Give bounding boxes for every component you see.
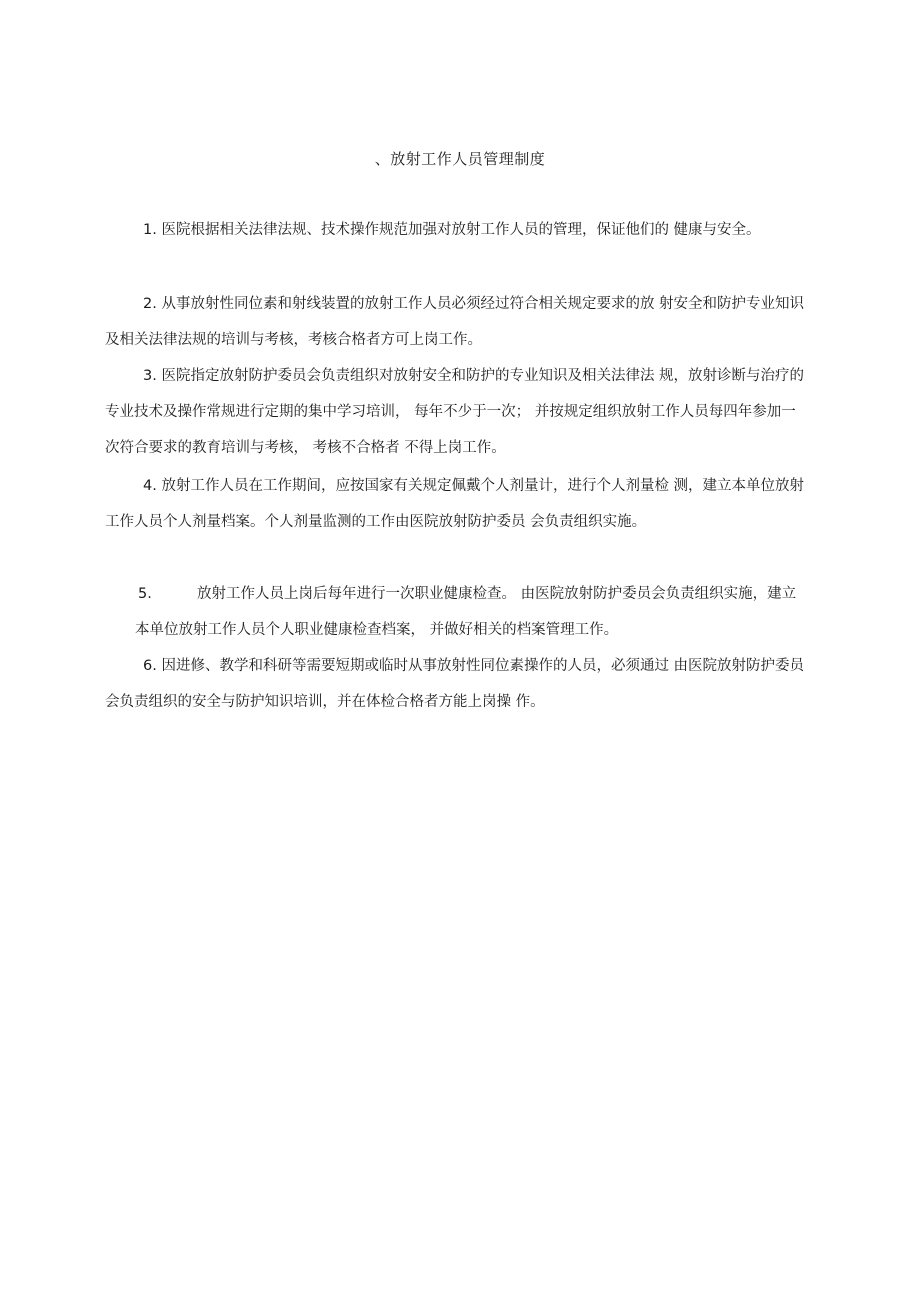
document-title: 、放射工作人员管理制度 [374, 150, 546, 168]
paragraph-6: 6. 因进修、教学和科研等需要短期或临时从事放射性同位素操作的人员，必须通过 由医院放射防护委员会负责组织的安全与防护知识培训，并在体检合格者方能上岗操 作。 [105, 658, 805, 710]
paragraph-5-text: 放射工作人员上岗后每年进行一次职业健康检查。 由医院放射防护委员会负责组织实施，建立本单位放射工作人员个人职业健康检查档案， 并做好相关的档案管理工作。 [135, 586, 797, 638]
paragraph-3: 3. 医院指定放射防护委员会负责组织对放射安全和防护的专业知识及相关法律法 规，放射诊断与治疗的专业技术及操作常规进行定期的集中学习培训， 每年不少于一次； 并按规定组织放射工作人员每四年参加一次符合要求的教育培训与考核， 考核不合格者 不得上岗工作。 [105, 368, 805, 456]
paragraph-4: 4. 放射工作人员在工作期间，应按国家有关规定佩戴个人剂量计，进行个人剂量检 测，建立本单位放射工作人员个人剂量档案。个人剂量监测的工作由医院放射防护委员 会负责组织实施。 [105, 478, 805, 530]
paragraph-1: 1. 医院根据相关法律法规、技术操作规范加强对放射工作人员的管理，保证他们的 健康与安全。 [143, 222, 761, 238]
paragraph-2: 2. 从事放射性同位素和射线装置的放射工作人员必须经过符合相关规定要求的放 射安全和防护专业知识及相关法律法规的培训与考核，考核合格者方可上岗工作。 [105, 296, 805, 348]
paragraph-5 [135, 576, 805, 648]
paragraph-5-number: 5. [138, 586, 152, 602]
